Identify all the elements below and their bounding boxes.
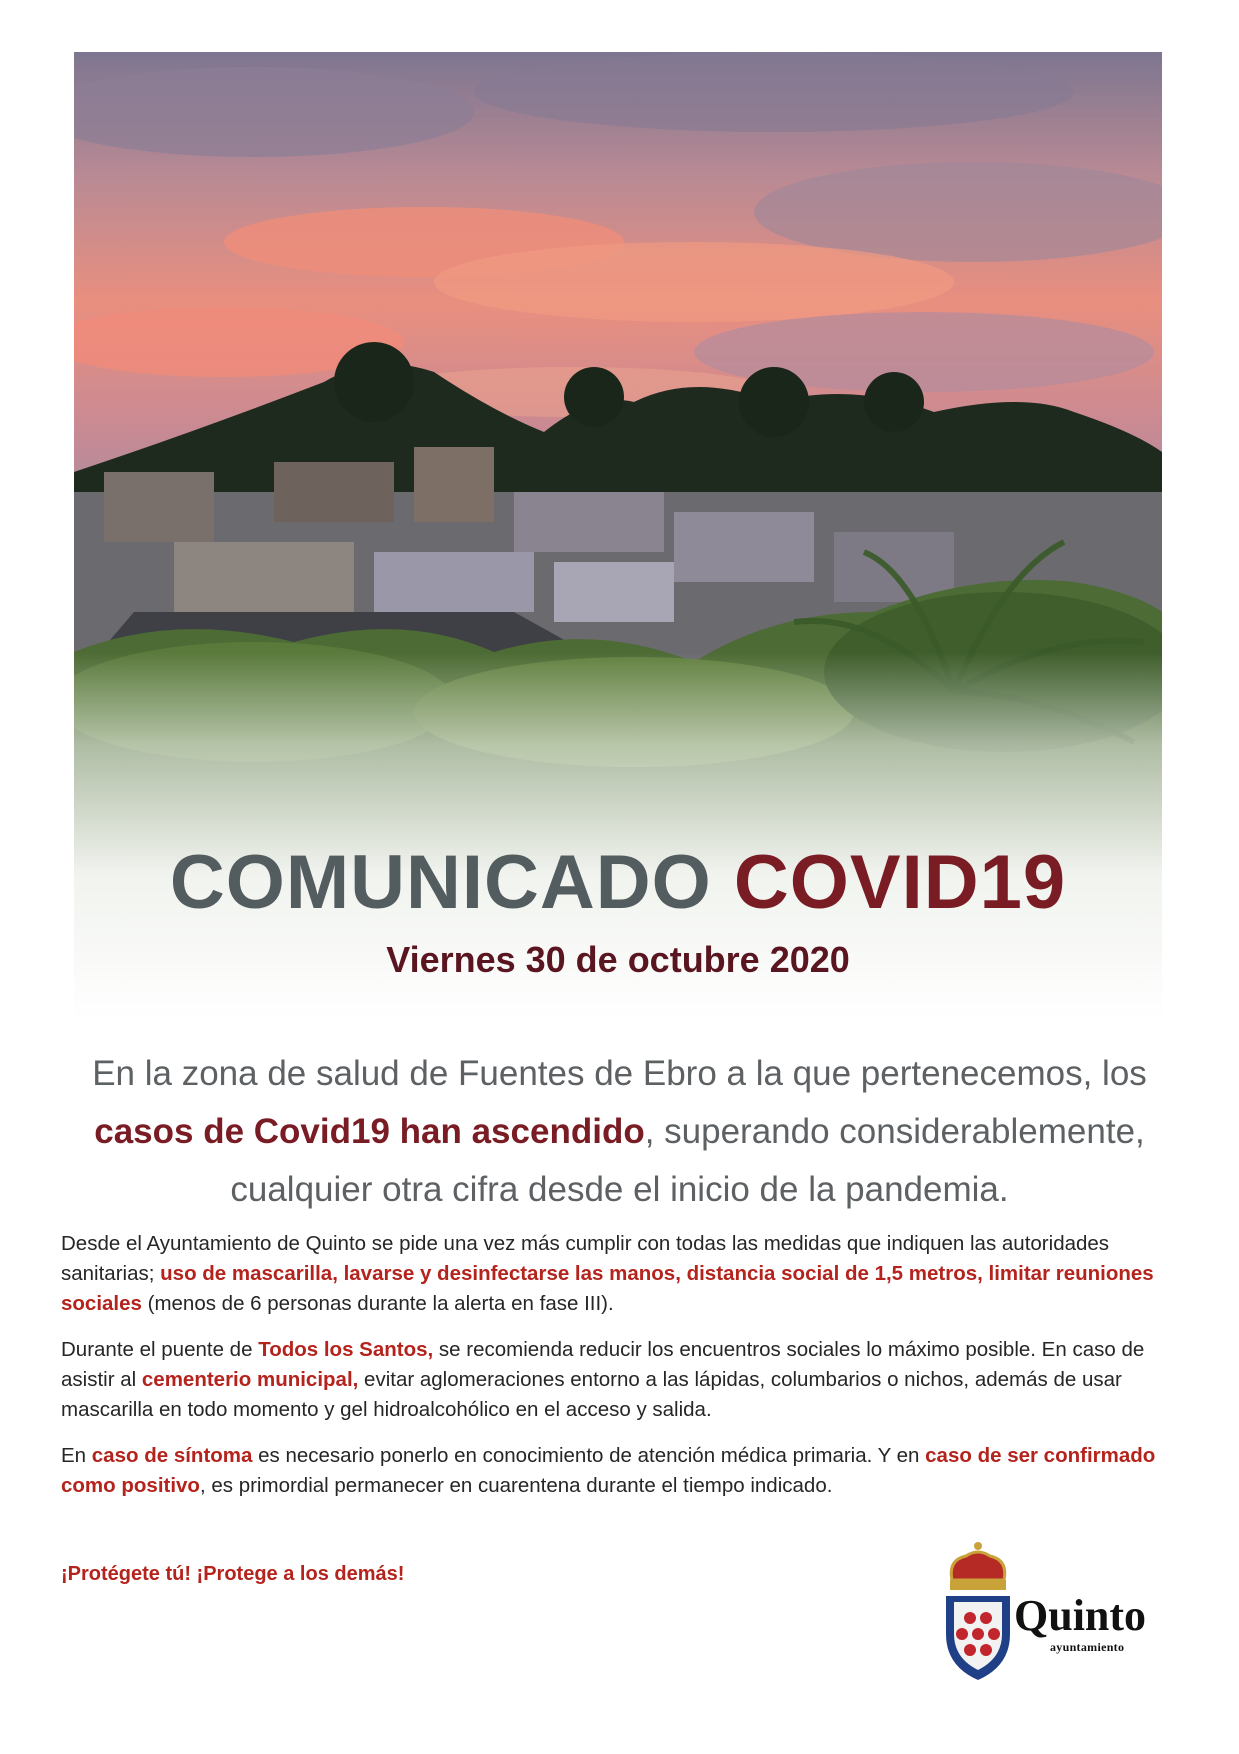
lead-part1: En la zona de salud de Fuentes de Ebro a la que pertenecemos, los xyxy=(92,1054,1147,1093)
logo-wordmark: Quinto xyxy=(1014,1591,1147,1640)
p3-text-end: , es primordial permanecer en cuarentena durante el tiempo indicado. xyxy=(199,1474,833,1497)
p3-highlight-1: caso de síntoma xyxy=(91,1444,253,1467)
title-block xyxy=(74,840,1162,981)
logo-subtitle: ayuntamiento xyxy=(1050,1640,1125,1654)
title-comunicado: COMUNICADO xyxy=(169,840,712,925)
page-title xyxy=(74,840,1162,925)
p1-text: Desde el Ayuntamiento de Quinto se pide una vez más cumplir con todas las medidas que indiquen las autoridades sanitarias; xyxy=(61,1232,1110,1285)
title-covid19: COVID19 xyxy=(733,840,1067,925)
slogan: ¡Protégete tú! ¡Protege a los demás! xyxy=(61,1563,405,1585)
paragraph-todos-santos xyxy=(61,1335,1181,1425)
p1-text-end: (menos de 6 personas durante la alerta en fase III). xyxy=(141,1292,614,1315)
p3-text: En xyxy=(61,1444,92,1467)
lead-highlight: casos de Covid19 han ascendido xyxy=(94,1112,645,1151)
p2-text: Durante el puente de xyxy=(61,1338,259,1361)
p2-text-mid: se recomienda reducir los encuentros sociales lo máximo posible. En caso de asistir al xyxy=(61,1338,1145,1391)
body-text xyxy=(61,1229,1181,1517)
paragraph-measures xyxy=(61,1229,1181,1319)
p2-highlight-2: cementerio municipal, xyxy=(141,1368,359,1391)
paragraph-symptoms xyxy=(61,1441,1181,1501)
lead-statement xyxy=(50,1045,1189,1219)
p3-text-mid: es necesario ponerlo en conocimiento de atención médica primaria. Y en xyxy=(252,1444,926,1467)
quinto-logo xyxy=(938,1538,1168,1688)
lead-part2: , superando considerablemente, cualquier otra cifra desde el inicio de la pandemia. xyxy=(230,1112,1145,1209)
coat-of-arms-icon xyxy=(938,1538,1018,1688)
p2-highlight-1: Todos los Santos, xyxy=(258,1338,434,1361)
p3-highlight-2: caso de ser confirmado como positivo xyxy=(61,1444,1156,1497)
p2-text-end: evitar aglomeraciones entorno a las lápidas, columbarios o nichos, además de usar mascarilla en todo momento y gel hidroalcohólico en el acceso y salida. xyxy=(61,1368,1122,1421)
p1-highlight: uso de mascarilla, lavarse y desinfectarse las manos, distancia social de 1,5 metros, limitar reuniones sociales xyxy=(61,1262,1154,1315)
date-line: Viernes 30 de octubre 2020 xyxy=(386,939,850,980)
